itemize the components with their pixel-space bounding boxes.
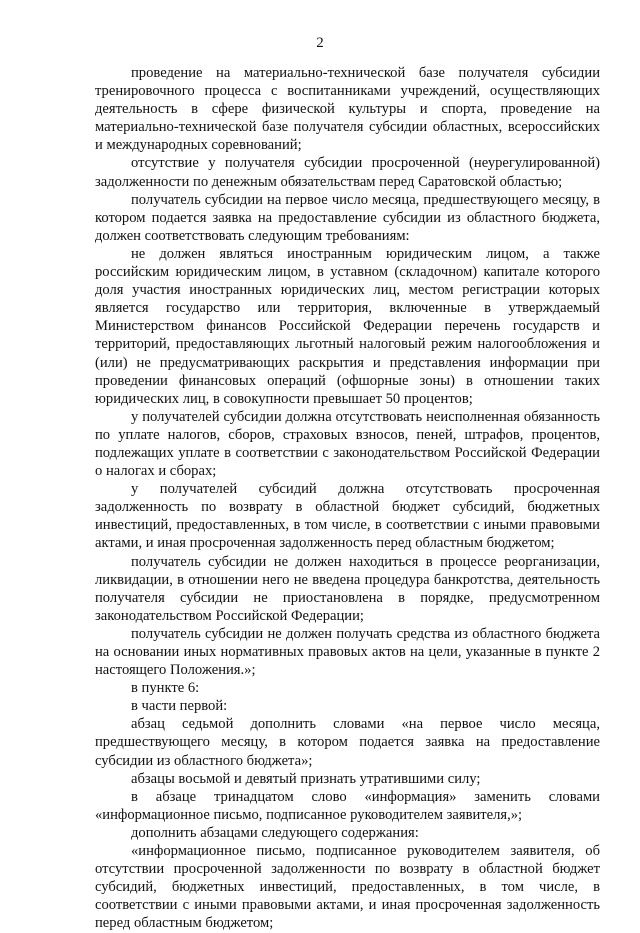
- paragraph: абзацы восьмой и девятый признать утратившими силу;: [131, 770, 481, 787]
- paragraph: у получателей субсидии должна отсутствовать неисполненная обязанность по уплате налогов, сборов, страховых взносов, пеней, штрафов, процентов, подлежащих уплате в соответствии с законодательством Российской Федерации о налогах и сборах;: [95, 408, 600, 480]
- paragraph: получатель субсидии не должен находиться в процессе реорганизации, ликвидации, в отношении него не введена процедура банкротства, деятельность получателя субсидии не приостановлена в порядке, предусмотренном законодательством Российской Федерации;: [95, 553, 600, 624]
- paragraph: не должен являться иностранным юридическим лицом, а также российским юридическим лицом, в уставном (складочном) капитале которого доля участия иностранных юридических лиц, местом регистрации которых является государство или территория, включенные в утверждаемый Министерством финансов Российской Федерации перечень государств и территорий, предоставляющих льготный налоговый режим налогообложения и (или) не предусматривающих раскрытия и представления информации при проведении финансовых операций (офшорные зоны) в отношении таких юридических лиц, в совокупности превышает 50 процентов;: [95, 245, 600, 407]
- paragraph: «информационное письмо, подписанное руководителем заявителя, об отсутствии просроченной задолженности по возврату в областной бюджет субсидий, бюджетных инвестиций, предоставленных, в том числе, в соответствии с иными правовыми актами, и иная просроченная задолженность перед областным бюджетом;: [95, 843, 600, 932]
- paragraph: у получателей субсидий должна отсутствовать просроченная задолженность по возврату в областной бюджет субсидий, бюджетных инвестиций, предоставленных, в том числе, в соответствии с иными правовыми актами, и иная просроченная задолженность перед областным бюджетом;: [95, 481, 600, 552]
- paragraph: в части первой:: [131, 698, 228, 715]
- paragraph: получатель субсидии не должен получать средства из областного бюджета на основании иных нормативных правовых актов на цели, указанные в пункте 2 настоящего Положения.»;: [95, 625, 600, 679]
- paragraph: в абзаце тринадцатом слово «информация» заменить словами «информационное письмо, подписанное руководителем заявителя,»;: [95, 788, 600, 823]
- paragraph: абзац седьмой дополнить словами «на первое число месяца, предшествующего месяцу, в котором подается заявка на предоставление субсидии из областного бюджета»;: [95, 716, 600, 769]
- paragraph: в пункте 6:: [131, 680, 200, 697]
- paragraph: дополнить абзацами следующего содержания:: [131, 824, 419, 841]
- paragraph: отсутствие у получателя субсидии просроченной (неурегулированной) задолженности по денежным обязательствам перед Саратовской областью;: [95, 155, 600, 190]
- page-number: 2: [316, 35, 324, 51]
- paragraph: проведение на материально-технической базе получателя субсидии тренировочного процесса с воспитанниками учреждений, осуществляющих деятельность в сфере физической культуры и спорта, проведение на материально-технической базе получателя субсидии областных, всероссийских и международных соревнований;: [95, 65, 600, 154]
- document-body: [95, 64, 600, 933]
- paragraph: получатель субсидии на первое число месяца, предшествующего месяцу, в котором подается заявка на предоставление субсидии из областного бюджета, должен соответствовать следующим требованиям:: [95, 191, 600, 244]
